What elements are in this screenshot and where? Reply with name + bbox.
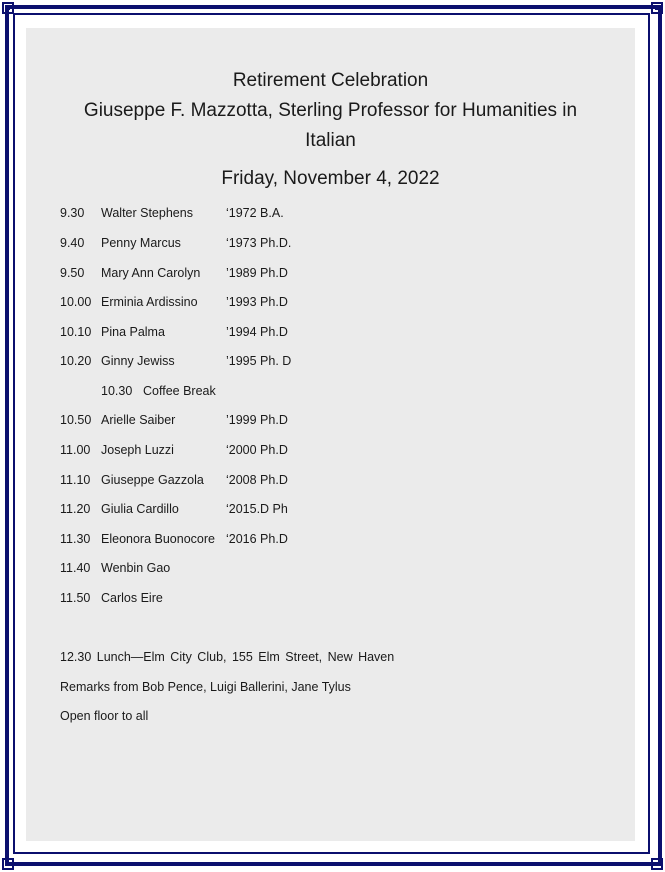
schedule-time: 10.00 [60,295,92,309]
coffee-break-time: 10.30 [101,384,133,398]
corner-ornament-icon [1,857,15,871]
lunch-line: 12.30 Lunch—Elm City Club, 155 Elm Street, New Haven [60,650,395,664]
speaker-name: Pina Palma [101,325,165,339]
schedule-time: 10.10 [60,325,92,339]
coffee-break-label: Coffee Break [143,384,216,398]
schedule-time: 9.40 [60,236,85,250]
schedule-time: 9.50 [60,266,85,280]
speaker-degree: ‘1972 B.A. [226,206,284,220]
schedule-time: 11.00 [60,443,91,457]
corner-ornament-icon [650,857,664,871]
speaker-name: Wenbin Gao [101,561,171,575]
speaker-degree: ’1995 Ph. D [226,354,292,368]
title-line-2: Giuseppe F. Mazzotta, Sterling Professor for Humanities in [83,100,578,121]
speaker-name: Mary Ann Carolyn [101,266,201,280]
schedule-time: 10.50 [60,413,92,427]
speaker-degree: ’1989 Ph.D [226,266,288,280]
document-page [26,28,635,841]
schedule-time: 9.30 [60,206,85,220]
speaker-name: Erminia Ardissino [101,295,198,309]
speaker-name: Arielle Saiber [101,413,176,427]
speaker-name: Walter Stephens [101,206,193,220]
speaker-name: Penny Marcus [101,236,181,250]
schedule-time: 11.10 [60,473,91,487]
speaker-name: Joseph Luzzi [101,443,174,457]
speaker-degree: ‘1973 Ph.D. [226,236,292,250]
speaker-degree: ’1994 Ph.D [226,325,288,339]
title-line-1: Retirement Celebration [232,70,429,91]
speaker-degree: ’1999 Ph.D [226,413,288,427]
schedule-time: 11.20 [60,502,91,516]
remarks-line: Remarks from Bob Pence, Luigi Ballerini, Jane Tylus [60,680,351,694]
speaker-degree: ‘2008 Ph.D [226,473,288,487]
schedule-time: 11.40 [60,561,91,575]
speaker-name: Carlos Eire [101,591,163,605]
speaker-degree: ‘2016 Ph.D [226,532,288,546]
event-date: Friday, November 4, 2022 [221,168,440,189]
corner-ornament-icon [650,1,664,15]
page-title [26,66,635,156]
speaker-name: Giulia Cardillo [101,502,179,516]
schedule-time: 11.30 [60,532,91,546]
schedule-time: 11.50 [60,591,91,605]
title-line-3: Italian [305,130,356,151]
speaker-degree: ‘2015.D Ph [226,502,288,516]
speaker-name: Eleonora Buonocore [101,532,215,546]
speaker-degree: ’1993 Ph.D [226,295,288,309]
corner-ornament-icon [1,1,15,15]
open-floor-line: Open floor to all [60,709,149,723]
speaker-degree: ‘2000 Ph.D [226,443,288,457]
schedule-time: 10.20 [60,354,92,368]
speaker-name: Giuseppe Gazzola [101,473,204,487]
speaker-name: Ginny Jewiss [101,354,175,368]
